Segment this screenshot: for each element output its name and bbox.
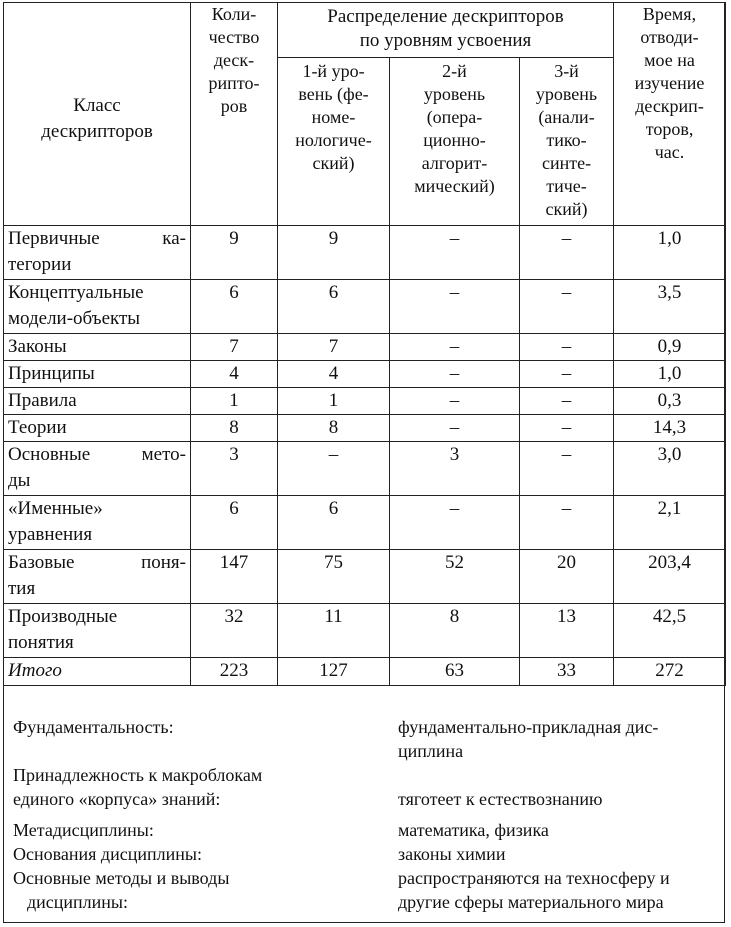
header-distribution: Распределение дескрипторов по уровням усвоения <box>278 3 614 58</box>
row-count: 8 <box>191 415 278 442</box>
header-level2: 2-й уровень (опера- ционно- алгорит- мический) <box>390 58 520 226</box>
row-class-name: Законы <box>4 334 191 361</box>
row-level1: 75 <box>278 550 390 604</box>
metadisciplines-value: математика, физика <box>398 820 549 840</box>
row-level3: – <box>520 334 614 361</box>
row-level1: 7 <box>278 334 390 361</box>
table-row <box>4 415 726 442</box>
table-row <box>4 388 726 415</box>
methods-value: распространяются на техносферу и другие сферы материального мира <box>398 868 670 912</box>
row-class-name: Теории <box>4 415 191 442</box>
row-class-name: Концептуальные модели-объекты <box>4 280 191 334</box>
table-row <box>4 280 726 334</box>
row-time: 3,0 <box>614 442 726 496</box>
row-level1: 9 <box>278 226 390 280</box>
row-count: 1 <box>191 388 278 415</box>
macroblock-value: тяготеет к естествознанию <box>398 789 603 809</box>
row-time: 1,0 <box>614 361 726 388</box>
row-level2: – <box>390 334 520 361</box>
row-level2: – <box>390 361 520 388</box>
header-class: Класс дескрипторов <box>4 3 191 226</box>
row-level3: 13 <box>520 604 614 658</box>
row-count: 6 <box>191 280 278 334</box>
row-class-name: Производные понятия <box>4 604 191 658</box>
table-row <box>4 550 726 604</box>
row-level2: 52 <box>390 550 520 604</box>
table-row <box>4 334 726 361</box>
row-class-name: Базовые поня- тия <box>4 550 191 604</box>
row-level1: 11 <box>278 604 390 658</box>
row-class-name: «Именные» уравнения <box>4 496 191 550</box>
fundamentality-label: Фундаментальность: <box>13 717 174 737</box>
row-time: 203,4 <box>614 550 726 604</box>
total-time: 272 <box>614 658 726 686</box>
row-count: 3 <box>191 442 278 496</box>
total-level2: 63 <box>390 658 520 686</box>
row-level2: – <box>390 388 520 415</box>
row-count: 32 <box>191 604 278 658</box>
row-time: 42,5 <box>614 604 726 658</box>
row-level1: 6 <box>278 496 390 550</box>
row-level1: – <box>278 442 390 496</box>
table-row <box>4 442 726 496</box>
row-time: 3,5 <box>614 280 726 334</box>
descriptor-table <box>3 2 726 686</box>
metadisciplines-label: Метадисциплины: <box>13 820 154 840</box>
methods-label: Основные методы и выводы дисциплины: <box>13 868 230 912</box>
row-class-name: Основные мето- ды <box>4 442 191 496</box>
total-label: Итого <box>4 658 191 686</box>
row-level2: – <box>390 415 520 442</box>
header-count: Коли- чество деск- рипто- ров <box>191 3 278 226</box>
row-level2: – <box>390 226 520 280</box>
total-count: 223 <box>191 658 278 686</box>
row-count: 4 <box>191 361 278 388</box>
foundations-value: законы химии <box>398 844 506 864</box>
total-level3: 33 <box>520 658 614 686</box>
row-level1: 6 <box>278 280 390 334</box>
row-level3: – <box>520 388 614 415</box>
row-level3: – <box>520 496 614 550</box>
row-level3: – <box>520 442 614 496</box>
total-level1: 127 <box>278 658 390 686</box>
header-level3: 3-й уровень (анали- тико- синте- тиче- ский) <box>520 58 614 226</box>
row-level2: – <box>390 280 520 334</box>
row-class-name: Правила <box>4 388 191 415</box>
row-level3: – <box>520 415 614 442</box>
macroblock-label: Принадлежность к макроблокам единого «корпуса» знаний: <box>13 765 263 809</box>
row-count: 7 <box>191 334 278 361</box>
table-body <box>4 226 726 658</box>
row-level3: – <box>520 361 614 388</box>
fundamentality-value: фундаментально-прикладная дис- циплина <box>398 717 659 761</box>
total-row <box>4 658 726 686</box>
row-time: 2,1 <box>614 496 726 550</box>
row-level2: – <box>390 496 520 550</box>
row-level3: – <box>520 226 614 280</box>
row-level1: 1 <box>278 388 390 415</box>
row-time: 0,3 <box>614 388 726 415</box>
row-level1: 8 <box>278 415 390 442</box>
table-row <box>4 226 726 280</box>
table-row <box>4 604 726 658</box>
row-level2: 8 <box>390 604 520 658</box>
row-class-name: Принципы <box>4 361 191 388</box>
row-count: 147 <box>191 550 278 604</box>
row-count: 6 <box>191 496 278 550</box>
row-level1: 4 <box>278 361 390 388</box>
row-class-name: Первичные ка- тегории <box>4 226 191 280</box>
row-level2: 3 <box>390 442 520 496</box>
row-count: 9 <box>191 226 278 280</box>
row-time: 14,3 <box>614 415 726 442</box>
row-time: 0,9 <box>614 334 726 361</box>
row-time: 1,0 <box>614 226 726 280</box>
header-level1: 1-й уро- вень (фе- номе- нологиче- ский) <box>278 58 390 226</box>
foundations-label: Основания дисциплины: <box>13 844 202 864</box>
header-time: Время, отводи- мое на изучение дескрип- торов, час. <box>614 3 726 226</box>
table-row <box>4 496 726 550</box>
table-row <box>4 361 726 388</box>
row-level3: – <box>520 280 614 334</box>
row-level3: 20 <box>520 550 614 604</box>
